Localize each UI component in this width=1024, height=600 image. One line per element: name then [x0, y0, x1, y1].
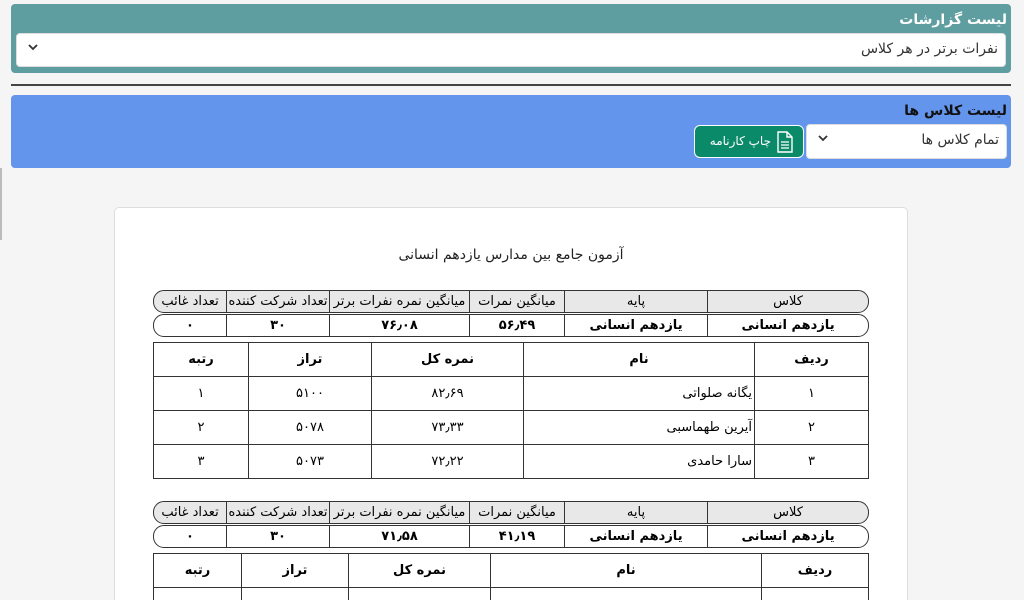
- document-icon: [776, 131, 794, 153]
- cell-empty: [154, 588, 242, 600]
- cell-total: ۸۲٫۶۹: [372, 377, 524, 411]
- col-header: رتبه: [154, 554, 242, 588]
- cell-name: آیرین طهماسبی: [524, 411, 755, 445]
- cell-rank-index: ۲: [755, 411, 869, 445]
- cell-rank-index: ۱: [755, 377, 869, 411]
- class-info-header: [153, 501, 869, 524]
- table-row: [154, 445, 869, 479]
- cell-empty: [762, 588, 869, 600]
- info-value-cell: ۰: [186, 529, 194, 544]
- top-students-table: [153, 342, 869, 479]
- cell-rank-index: ۳: [755, 445, 869, 479]
- info-value-cell: یازدهم انسانی: [707, 526, 868, 547]
- info-header-cell: تعداد شرکت کننده: [226, 502, 329, 523]
- cell-rank: ۱: [154, 377, 249, 411]
- col-header: نام: [491, 554, 762, 588]
- cell-total: ۷۳٫۳۳: [372, 411, 524, 445]
- table-header-row: [154, 554, 869, 588]
- info-header-cell: پایه: [564, 502, 707, 523]
- classes-select-value: تمام کلاس ها: [921, 132, 999, 148]
- chevron-down-icon: [817, 130, 829, 146]
- class-info-header: [153, 290, 869, 313]
- classes-label: لیست کلاس ها: [904, 103, 1007, 119]
- reports-label: لیست گزارشات: [899, 12, 1007, 28]
- col-header: تراز: [242, 554, 349, 588]
- table-row: [154, 411, 869, 445]
- info-value-cell: ۷۱٫۵۸: [329, 526, 469, 547]
- cell-name: سارا حامدی: [524, 445, 755, 479]
- info-header-cell: میانگین نمرات: [469, 502, 564, 523]
- info-header-cell: کلاس: [707, 502, 868, 523]
- print-report-card-button[interactable]: [694, 125, 804, 158]
- cell-taraz: ۵۰۷۳: [249, 445, 372, 479]
- info-header-cell: تعداد غائب: [161, 505, 219, 520]
- info-value-cell: ۰: [186, 318, 194, 333]
- classes-panel: [11, 95, 1011, 168]
- col-header: نمره کل: [372, 343, 524, 377]
- class-info-values: [153, 525, 869, 548]
- info-value-cell: ۷۶٫۰۸: [329, 315, 469, 336]
- col-header: تراز: [249, 343, 372, 377]
- cell-taraz: ۵۰۷۸: [249, 411, 372, 445]
- print-button-label: چاپ کارنامه: [709, 134, 771, 148]
- table-header-row: [154, 343, 869, 377]
- cell-rank: ۲: [154, 411, 249, 445]
- chevron-down-icon: [27, 39, 39, 55]
- reports-panel: [11, 4, 1011, 73]
- report-card: [114, 207, 908, 600]
- col-header: رتبه: [154, 343, 249, 377]
- cell-total: ۷۲٫۲۲: [372, 445, 524, 479]
- cell-taraz: ۵۱۰۰: [249, 377, 372, 411]
- classes-select[interactable]: [806, 124, 1007, 159]
- table-row: [154, 588, 869, 600]
- col-header: نمره کل: [349, 554, 491, 588]
- info-value-cell: ۳۰: [226, 526, 329, 547]
- cell-empty: [349, 588, 491, 600]
- divider: [11, 84, 1011, 86]
- info-value-cell: یازدهم انسانی: [564, 526, 707, 547]
- col-header: ردیف: [755, 343, 869, 377]
- reports-select[interactable]: [16, 33, 1006, 67]
- info-header-cell: کلاس: [707, 291, 868, 312]
- reports-select-value: نفرات برتر در هر کلاس: [860, 41, 998, 57]
- info-header-cell: تعداد غائب: [161, 294, 219, 309]
- info-header-cell: پایه: [564, 291, 707, 312]
- cell-empty: [242, 588, 349, 600]
- info-value-cell: ۴۱٫۱۹: [469, 526, 564, 547]
- scroll-edge: [0, 168, 2, 240]
- class-info-values: [153, 314, 869, 337]
- info-header-cell: میانگین نمرات: [469, 291, 564, 312]
- info-header-cell: میانگین نمره نفرات برتر: [329, 291, 469, 312]
- report-title: آزمون جامع بین مدارس یازدهم انسانی: [398, 247, 624, 263]
- info-header-cell: میانگین نمره نفرات برتر: [329, 502, 469, 523]
- col-header: نام: [524, 343, 755, 377]
- top-students-table: [153, 553, 869, 600]
- cell-empty: [491, 588, 762, 600]
- col-header: ردیف: [762, 554, 869, 588]
- table-row: [154, 377, 869, 411]
- info-value-cell: یازدهم انسانی: [564, 315, 707, 336]
- info-header-cell: تعداد شرکت کننده: [226, 291, 329, 312]
- cell-name: یگانه صلواتی: [524, 377, 755, 411]
- info-value-cell: ۳۰: [226, 315, 329, 336]
- cell-rank: ۳: [154, 445, 249, 479]
- info-value-cell: یازدهم انسانی: [707, 315, 868, 336]
- info-value-cell: ۵۶٫۴۹: [469, 315, 564, 336]
